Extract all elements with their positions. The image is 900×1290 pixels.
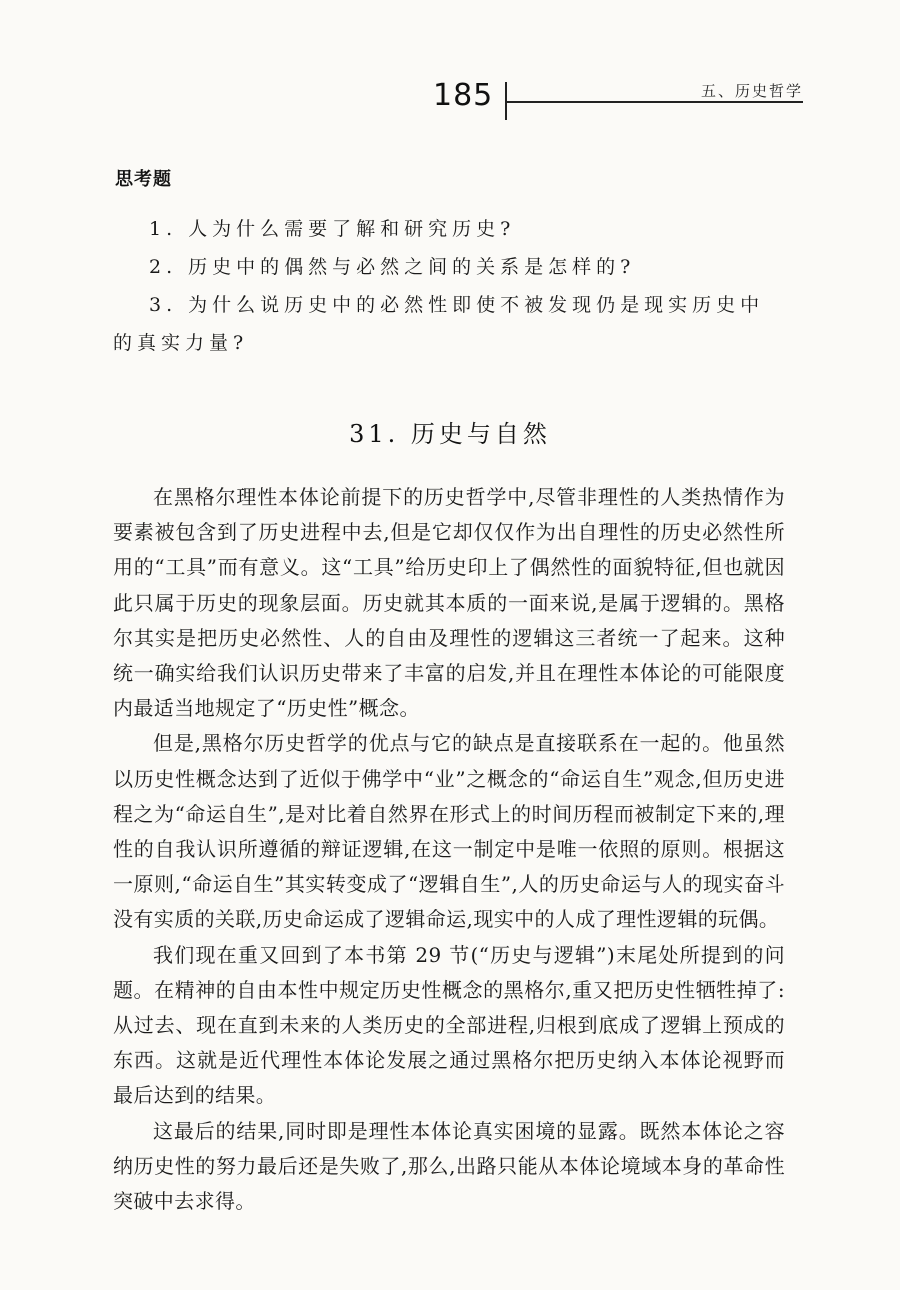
header-rule [507, 101, 803, 103]
body-text [113, 480, 785, 1219]
body-paragraph-4: 这最后的结果,同时即是理性本体论真实困境的显露。既然本体论之容纳历史性的努力最后还是失败了,那么,出路只能从本体论境域本身的革命性突破中去求得。 [113, 1118, 785, 1214]
exercise-list [113, 210, 785, 362]
page-number: 185 [433, 78, 494, 113]
exercise-question-3: 3. 为什么说历史中的必然性即使不被发现仍是现实历史中的真实力量? [113, 294, 765, 354]
body-paragraph-3: 我们现在重又回到了本书第 29 节(“历史与逻辑”)末尾处所提到的问题。在精神的自由本性中规定历史性概念的黑格尔,重又把历史性牺牲掉了:从过去、现在直到未来的人类历史的全部进程,归根到底成了逻辑上预成的东西。这就是近代理性本体论发展之通过黑格尔把历史纳入本体论视野而最后达到的结果。 [113, 942, 785, 1108]
page-header [0, 0, 900, 130]
exercise-question-2: 2. 历史中的偶然与必然之间的关系是怎样的? [149, 256, 636, 278]
body-paragraph-1: 在黑格尔理性本体论前提下的历史哲学中,尽管非理性的人类热情作为要素被包含到了历史进程中去,但是它却仅仅作为出自理性的历史必然性所用的“工具”而有意义。这“工具”给历史印上了偶然性的面貌特征,但也就因此只属于历史的现象层面。历史就其本质的一面来说,是属于逻辑的。黑格尔其实是把历史必然性、人的自由及理性的逻辑这三者统一了起来。这种统一确实给我们认识历史带来了丰富的启发,并且在理性本体论的可能限度内最适当地规定了“历史性”概念。 [113, 485, 785, 721]
body-paragraph-2: 但是,黑格尔历史哲学的优点与它的缺点是直接联系在一起的。他虽然以历史性概念达到了近似于佛学中“业”之概念的“命运自生”观念,但历史进程之为“命运自生”,是对比着自然界在形式上的时间历程而被制定下来的,理性的自我认识所遵循的辩证逻辑,在这一制定中是唯一依照的原则。根据这一原则,“命运自生”其实转变成了“逻辑自生”,人的历史命运与人的现实奋斗没有实质的关联,历史命运成了逻辑命运,现实中的人成了理性逻辑的玩偶。 [113, 731, 785, 932]
section-title: 31. 历史与自然 [349, 420, 551, 448]
exercise-question-1: 1. 人为什么需要了解和研究历史? [149, 218, 516, 240]
running-section-title: 五、历史哲学 [700, 82, 803, 100]
exercises-heading: 思考题 [115, 169, 172, 190]
